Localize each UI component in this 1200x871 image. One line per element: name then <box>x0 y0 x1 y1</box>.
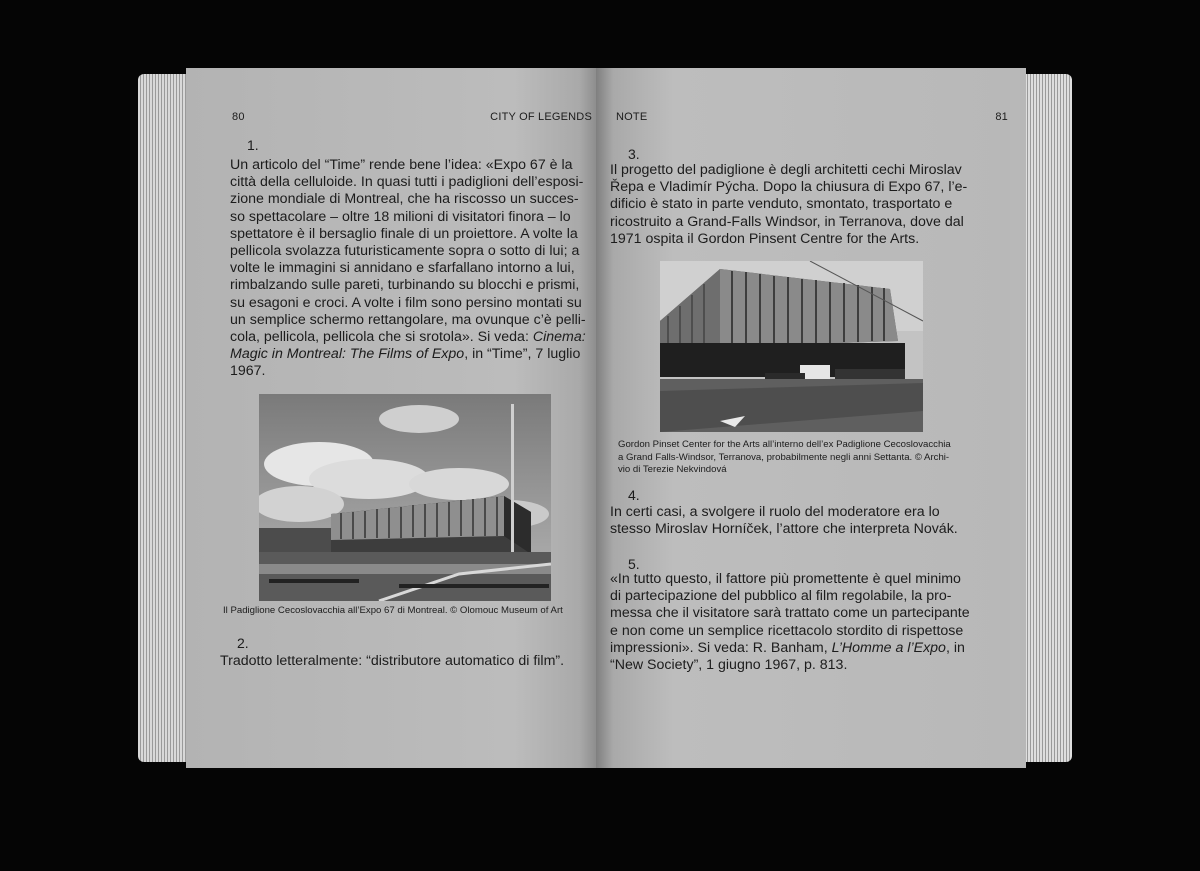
text-line: dificio è stato in parte venduto, smontato, trasportato e <box>610 196 953 213</box>
italic-title: L’Homme a l’Expo <box>831 639 946 656</box>
gordon-pinsent-centre-photo <box>660 261 923 432</box>
text-line: Il progetto del padiglione è degli architetti cechi Miroslav <box>610 162 962 178</box>
note-number: 4. <box>628 487 640 503</box>
note-1-text <box>230 157 586 381</box>
running-head-left: CITY OF LEGENDS <box>490 111 592 123</box>
text-line: “New Society”, 1 giugno 1967, p. 813. <box>610 657 848 674</box>
text-line: volte le immagini si annidano e sfarfallano intorno a lui, <box>230 260 575 277</box>
text-line: In certi casi, a svolgere il ruolo del moderatore era lo <box>610 504 940 520</box>
text-line: Tradotto letteralmente: “distributore automatico di film”. <box>220 653 565 669</box>
text-line: e non come un semplice ricettacolo stordito di rispettose <box>610 622 964 639</box>
text-line: spettatore è il bersaglio finale di un proiettore. A volte la <box>230 225 578 242</box>
text-line: 1971 ospita il Gordon Pinsent Centre for the Arts. <box>610 230 920 247</box>
text-line: un semplice schermo rettangolare, ma ovunque c’è pelli- <box>230 311 586 328</box>
text-line: Magic in Montreal: The Films of Expo, in “Time”, 7 luglio <box>230 346 581 363</box>
note-number: 5. <box>628 556 640 572</box>
page-edges-left <box>138 74 190 762</box>
open-book <box>138 68 1072 768</box>
note-3-text <box>610 162 967 248</box>
text-line: di partecipazione del pubblico al film regolabile, la pro- <box>610 588 952 605</box>
text-line: «In tutto questo, il fattore più promettente è quel minimo <box>610 571 961 587</box>
text-line: ricostruito a Grand-Falls Windsor, in Terranova, dove dal <box>610 213 964 230</box>
text-line: su esagoni e croci. A volte i film sono persino montati su <box>230 294 582 311</box>
pavilion-image <box>259 394 551 601</box>
running-head-right: NOTE <box>616 111 648 123</box>
note-number: 2. <box>237 635 249 651</box>
page-number-right: 81 <box>995 111 1008 123</box>
italic-title: Magic in Montreal: The Films of Expo <box>230 346 465 363</box>
figure-caption-left: Il Padiglione Cecoslovacchia all’Expo 67 di Montreal. © Olomouc Museum of Art <box>223 605 563 616</box>
note-5-text <box>610 571 970 674</box>
expo-pavilion-photo <box>259 394 551 601</box>
caption-line: vio di Terezie Nekvindová <box>618 464 727 476</box>
text-line: stesso Miroslav Horníček, l’attore che interpreta Novák. <box>610 521 958 538</box>
text-line: so spettacolare – oltre 18 milioni di visitatori finora – lo <box>230 208 571 225</box>
text-line: città della celluloide. In quasi tutti i padiglioni dell’esposi- <box>230 174 584 191</box>
text-line: Řepa e Vladimír Pýcha. Dopo la chiusura di Expo 67, l’e- <box>610 179 968 196</box>
note-4-text <box>610 504 958 538</box>
right-page <box>596 68 1026 768</box>
note-2-text <box>220 653 564 670</box>
note-number: 1. <box>247 137 259 153</box>
italic-title: Cinema: <box>532 329 586 346</box>
left-page <box>186 68 596 768</box>
note-number: 3. <box>628 146 640 162</box>
caption-line: Gordon Pinset Center for the Arts all’interno dell’ex Padiglione Cecoslovacchia <box>618 439 951 450</box>
text-line: pellicola svolazza futuristicamente sopra o sotto di lui; a <box>230 243 580 260</box>
caption-line: a Grand Falls-Windsor, Terranova, probabilmente negli anni Settanta. © Archi- <box>618 451 950 463</box>
text-line: messa che il visitatore sarà trattato come un partecipante <box>610 605 970 622</box>
figure-caption-right <box>618 439 951 477</box>
text-line: Un articolo del “Time” rende bene l’idea: «Expo 67 è la <box>230 157 573 173</box>
arts-centre-image <box>660 261 923 432</box>
text-line: 1967. <box>230 363 266 380</box>
page-number-left: 80 <box>232 111 245 123</box>
page-edges-right <box>1024 74 1072 762</box>
text-line: impressioni». Si veda: R. Banham, L’Homme a l’Expo, in <box>610 639 965 656</box>
text-line: zione mondiale di Montreal, che ha riscosso un succes- <box>230 191 579 208</box>
text-line: cola, pellicola, pellicola che si srotola». Si veda: Cinema: <box>230 329 586 346</box>
text-line: rimbalzando sulle pareti, turbinando su blocchi e prismi, <box>230 277 580 294</box>
